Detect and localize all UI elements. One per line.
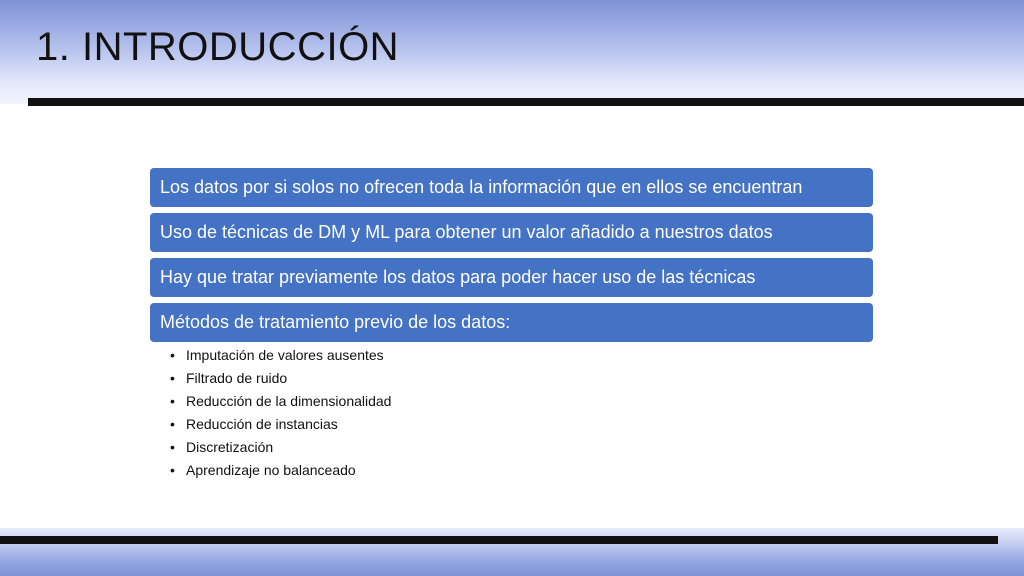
list-item-label: Aprendizaje no balanceado [186,462,356,478]
bullet-icon: • [170,439,175,455]
footer-rule [0,536,998,544]
bullet-icon: • [170,347,175,363]
bullet-icon: • [170,393,175,409]
bullet-icon: • [170,370,175,386]
list-item-label: Reducción de instancias [186,416,338,432]
bar-item: Los datos por si solos no ofrecen toda la información que en ellos se encuentran [150,168,873,207]
bar-item: Métodos de tratamiento previo de los datos: [150,303,873,342]
methods-list [168,344,391,482]
bullet-icon: • [170,462,175,478]
list-item-label: Reducción de la dimensionalidad [186,393,392,409]
list-item [168,436,391,459]
bar-item: Uso de técnicas de DM y ML para obtener un valor añadido a nuestros datos [150,213,873,252]
list-item [168,367,391,390]
content-bars [150,168,873,348]
slide-title: 1. INTRODUCCIÓN [36,25,400,69]
header-rule [28,98,1024,106]
list-item [168,459,391,482]
list-item [168,344,391,367]
list-item-label: Discretización [186,439,274,455]
bullet-icon: • [170,416,175,432]
list-item [168,413,391,436]
list-item [168,390,391,413]
bar-item: Hay que tratar previamente los datos para poder hacer uso de las técnicas [150,258,873,297]
list-item-label: Imputación de valores ausentes [186,347,384,363]
list-item-label: Filtrado de ruido [186,370,288,386]
